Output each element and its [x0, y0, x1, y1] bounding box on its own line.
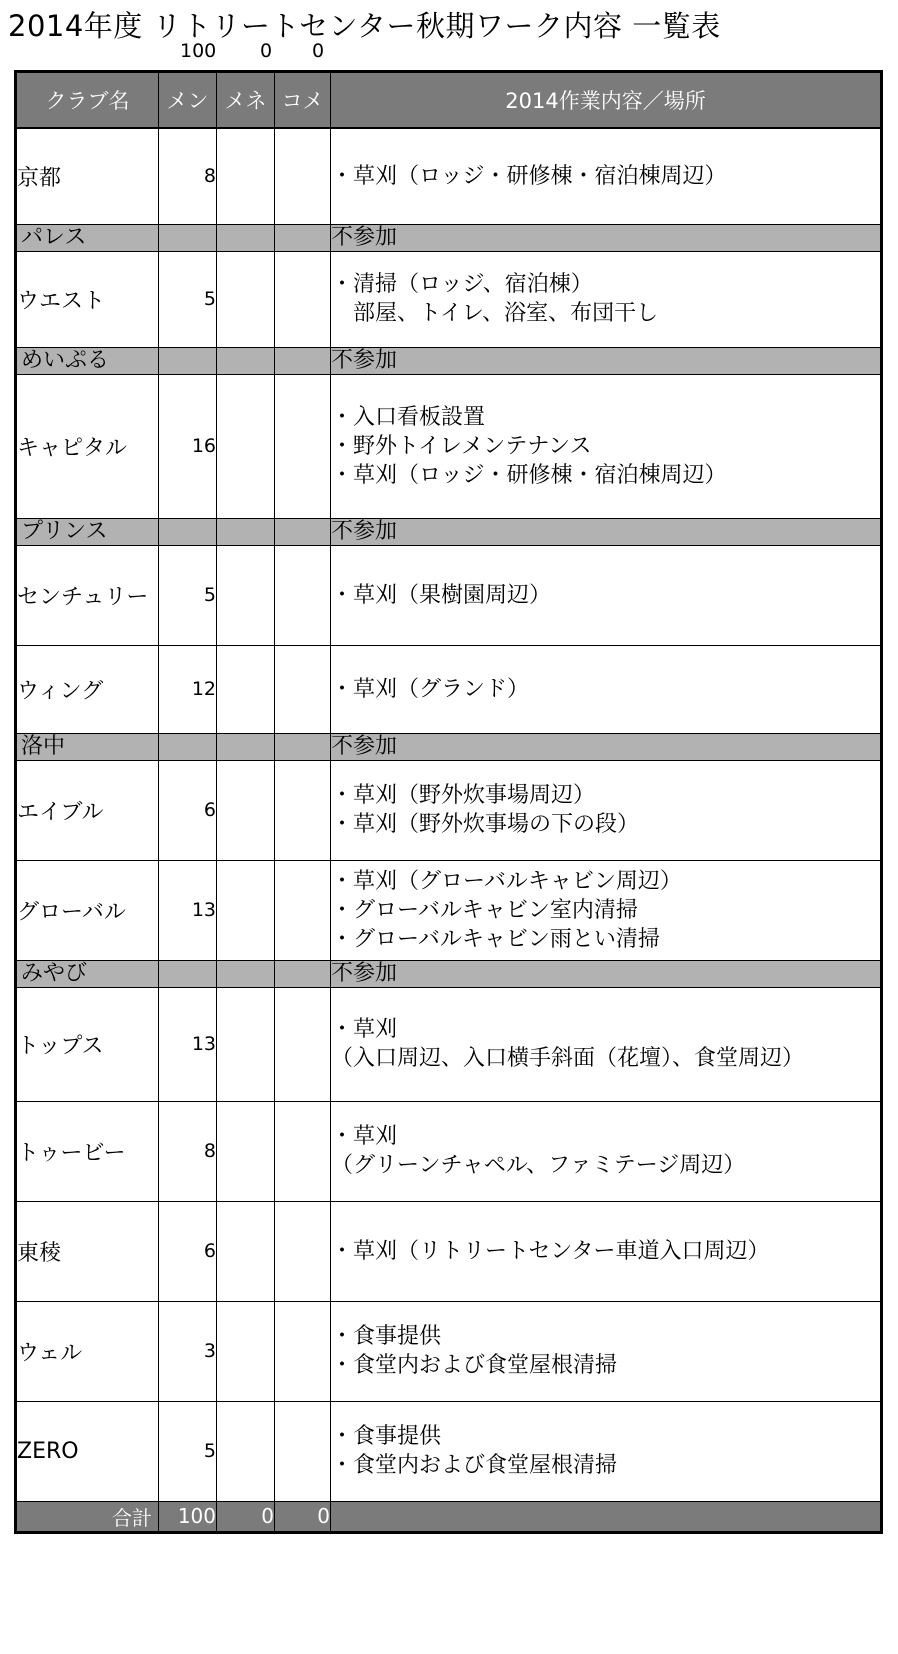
- men-count: 5: [159, 251, 217, 347]
- work-line: ・草刈（野外炊事場の下の段）: [331, 812, 640, 837]
- table-row: [16, 1301, 882, 1401]
- header-row: [16, 72, 882, 129]
- work-content: [331, 960, 882, 987]
- mene-count: [217, 518, 275, 545]
- work-line: 不参加: [331, 224, 398, 250]
- work-content: [331, 1401, 882, 1501]
- total-come: 0: [275, 1501, 331, 1532]
- work-line: ・食事提供: [331, 1424, 442, 1449]
- club-name: めいぷる: [16, 347, 159, 374]
- work-line: ・入口看板設置: [331, 404, 486, 430]
- work-line: 部屋、トイレ、浴室、布団干し: [331, 301, 659, 326]
- total-mene: 0: [217, 1501, 275, 1532]
- work-content: [331, 987, 882, 1101]
- total-label: 合計: [16, 1501, 159, 1532]
- mene-count: [217, 987, 275, 1101]
- work-line: 不参加: [331, 518, 398, 544]
- mene-count: [217, 251, 275, 347]
- work-line: ・清掃（ロッジ、宿泊棟）: [331, 272, 593, 297]
- work-line: ・グローバルキャビン雨とい清掃: [331, 926, 660, 952]
- total-work: [331, 1501, 882, 1532]
- table-row: [16, 1101, 882, 1201]
- page-title: 2014年度 リトリートセンター秋期ワーク内容 一覧表: [8, 9, 721, 43]
- summary-mene-total: 0: [260, 40, 273, 62]
- men-count: 6: [159, 760, 217, 860]
- work-line: （グリーンチャペル、ファミテージ周辺）: [331, 1153, 746, 1178]
- work-line: ・食事提供: [331, 1324, 442, 1349]
- men-count: [159, 518, 217, 545]
- club-name: パレス: [16, 224, 159, 251]
- mene-count: [217, 1401, 275, 1501]
- work-table: [14, 70, 883, 1534]
- come-count: [275, 1401, 331, 1501]
- work-line: ・草刈（野外炊事場周辺）: [331, 783, 596, 808]
- work-line: ・食堂内および食堂屋根清掃: [331, 1353, 618, 1378]
- men-count: [159, 347, 217, 374]
- club-name: 京都: [16, 128, 159, 224]
- mene-count: [217, 347, 275, 374]
- summary-come-total: 0: [312, 40, 325, 62]
- work-content: [331, 224, 882, 251]
- work-content: [331, 1301, 882, 1401]
- work-content: [331, 1101, 882, 1201]
- work-line: ・草刈（グローバルキャビン周辺）: [331, 868, 682, 894]
- come-count: [275, 1101, 331, 1201]
- mene-count: [217, 224, 275, 251]
- club-name: センチュリー: [16, 545, 159, 645]
- come-count: [275, 733, 331, 760]
- club-name: エイブル: [16, 760, 159, 860]
- work-line: ・草刈（果樹園周辺）: [331, 582, 552, 608]
- table-row: [16, 251, 882, 347]
- come-count: [275, 760, 331, 860]
- club-name: ZERO: [16, 1401, 159, 1501]
- work-content: [331, 1201, 882, 1301]
- men-count: 8: [159, 128, 217, 224]
- header-club: クラブ名: [16, 72, 159, 129]
- mene-count: [217, 860, 275, 960]
- come-count: [275, 224, 331, 251]
- header-come: コメ: [275, 72, 331, 129]
- header-mene: メネ: [217, 72, 275, 129]
- mene-count: [217, 645, 275, 733]
- club-name: ウェル: [16, 1301, 159, 1401]
- mene-count: [217, 1301, 275, 1401]
- club-name: 東稜: [16, 1201, 159, 1301]
- men-count: 8: [159, 1101, 217, 1201]
- work-content: [331, 347, 882, 374]
- men-count: 3: [159, 1301, 217, 1401]
- work-line: ・野外トイレメンテナンス: [331, 433, 592, 459]
- total-men: 100: [159, 1501, 217, 1532]
- table-row: [16, 645, 882, 733]
- club-name: トゥービー: [16, 1101, 159, 1201]
- mene-count: [217, 1201, 275, 1301]
- men-count: [159, 733, 217, 760]
- work-line: ・草刈（ロッジ・研修棟・宿泊棟周辺）: [331, 163, 727, 189]
- come-count: [275, 1201, 331, 1301]
- work-content: [331, 545, 882, 645]
- men-count: 6: [159, 1201, 217, 1301]
- come-count: [275, 374, 331, 518]
- club-name: トップス: [16, 987, 159, 1101]
- table-row: [16, 128, 882, 224]
- absent-row: [16, 733, 882, 760]
- come-count: [275, 251, 331, 347]
- work-line: ・食堂内および食堂屋根清掃: [331, 1453, 618, 1478]
- club-name: ウエスト: [16, 251, 159, 347]
- club-name: ウィング: [16, 645, 159, 733]
- table-row: [16, 860, 882, 960]
- work-content: [331, 518, 882, 545]
- work-line: 不参加: [331, 733, 398, 759]
- work-line: （入口周辺、入口横手斜面（花壇）、食堂周辺）: [331, 1046, 805, 1071]
- table-row: [16, 1401, 882, 1501]
- men-count: 5: [159, 545, 217, 645]
- men-count: 12: [159, 645, 217, 733]
- work-line: ・草刈（ロッジ・研修棟・宿泊棟周辺）: [331, 462, 727, 488]
- work-content: [331, 128, 882, 224]
- come-count: [275, 987, 331, 1101]
- work-line: 不参加: [331, 960, 398, 986]
- come-count: [275, 518, 331, 545]
- come-count: [275, 128, 331, 224]
- work-line: ・草刈（グランド）: [331, 676, 530, 702]
- total-row: [16, 1501, 882, 1532]
- come-count: [275, 960, 331, 987]
- work-content: [331, 733, 882, 760]
- work-content: [331, 860, 882, 960]
- summary-men-total: 100: [180, 40, 217, 62]
- club-name: みやび: [16, 960, 159, 987]
- come-count: [275, 545, 331, 645]
- mene-count: [217, 374, 275, 518]
- men-count: 13: [159, 987, 217, 1101]
- come-count: [275, 645, 331, 733]
- work-line: 不参加: [331, 347, 398, 373]
- absent-row: [16, 518, 882, 545]
- mene-count: [217, 128, 275, 224]
- mene-count: [217, 1101, 275, 1201]
- club-name: キャピタル: [16, 374, 159, 518]
- mene-count: [217, 960, 275, 987]
- work-line: ・グローバルキャビン室内清掃: [331, 897, 638, 923]
- table-row: [16, 1201, 882, 1301]
- work-content: [331, 374, 882, 518]
- club-name: プリンス: [16, 518, 159, 545]
- come-count: [275, 860, 331, 960]
- table-row: [16, 374, 882, 518]
- header-work: 2014作業内容／場所: [331, 72, 882, 129]
- absent-row: [16, 960, 882, 987]
- come-count: [275, 1301, 331, 1401]
- work-line: ・草刈: [331, 1124, 398, 1149]
- mene-count: [217, 733, 275, 760]
- club-name: グローバル: [16, 860, 159, 960]
- men-count: [159, 960, 217, 987]
- work-content: [331, 760, 882, 860]
- come-count: [275, 347, 331, 374]
- table-row: [16, 760, 882, 860]
- men-count: 5: [159, 1401, 217, 1501]
- work-content: [331, 645, 882, 733]
- table-row: [16, 987, 882, 1101]
- absent-row: [16, 224, 882, 251]
- work-line: ・草刈（リトリートセンター車道入口周辺）: [331, 1238, 770, 1264]
- header-men: メン: [159, 72, 217, 129]
- work-line: ・草刈: [331, 1017, 398, 1042]
- mene-count: [217, 760, 275, 860]
- absent-row: [16, 347, 882, 374]
- men-count: 13: [159, 860, 217, 960]
- men-count: 16: [159, 374, 217, 518]
- club-name: 洛中: [16, 733, 159, 760]
- men-count: [159, 224, 217, 251]
- work-content: [331, 251, 882, 347]
- table-row: [16, 545, 882, 645]
- mene-count: [217, 545, 275, 645]
